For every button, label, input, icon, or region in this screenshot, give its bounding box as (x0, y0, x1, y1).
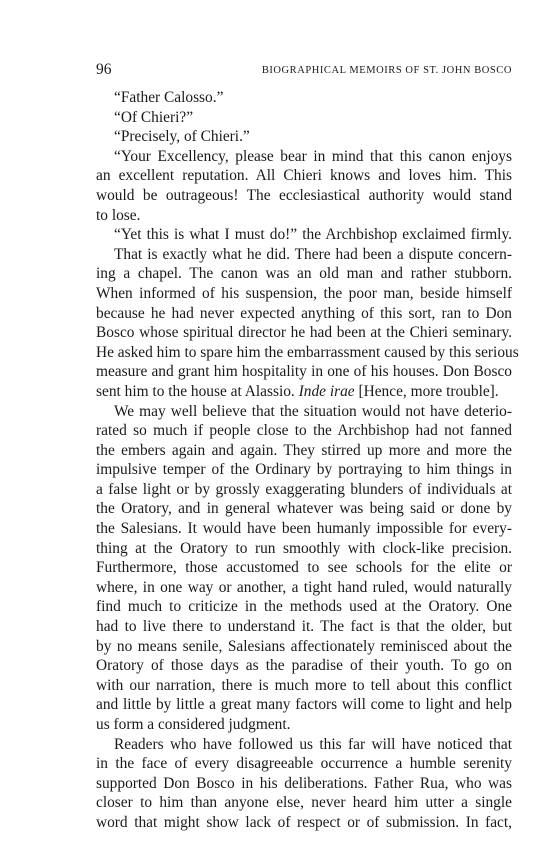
text-line (96, 617, 512, 637)
text-line-content: the Salesians. It would have been humanly impossible for every- (96, 520, 512, 538)
text-line (96, 441, 512, 461)
text-line-content: the Oratory, and in general whatever was being said or done by (96, 500, 512, 518)
text-line-content: and little by little a great many factors will come to light and help (96, 696, 512, 714)
text-line (96, 127, 512, 147)
text-line (96, 245, 512, 265)
text-line-content: the embers again and again. They stirred up more and more the (96, 441, 512, 459)
text-line-content: us form a considered judgment. (96, 716, 291, 733)
text-line (96, 695, 512, 715)
text-line-content: “Father Calosso.” (114, 89, 224, 106)
page-header (96, 60, 512, 80)
text-line (96, 166, 512, 186)
page-number: 96 (96, 61, 112, 78)
text-line-content: thing at the Oratory to run smoothly with clock-like precision. (96, 539, 512, 557)
text-line (96, 676, 512, 696)
text-line (96, 735, 512, 755)
text-line (96, 637, 512, 657)
text-line (96, 558, 512, 578)
text-line (96, 460, 512, 480)
text-line-content: supported Don Bosco in his deliberations. Father Rua, who was (96, 774, 512, 792)
text-line (96, 362, 512, 382)
running-title: BIOGRAPHICAL MEMOIRS OF ST. JOHN BOSCO (261, 65, 512, 76)
text-line-content: a false light or by grossly exaggerating blunders of individuals at (96, 480, 512, 498)
text-line (96, 108, 512, 128)
text-line-content: Bosco whose spiritual director he had been at the Chieri seminary. (96, 324, 512, 342)
text-line (96, 774, 512, 794)
text-line-content: because he had never expected anything of this sort, ran to Don (96, 304, 512, 322)
text-line (96, 421, 512, 441)
text-line-content: Readers who have followed us this far will have noticed that (114, 735, 512, 753)
text-line (96, 206, 512, 226)
text-line (96, 323, 512, 343)
text-line (96, 284, 512, 304)
text-line-content: word that might show lack of respect or of submission. In fact, (96, 813, 512, 831)
text-line-content: rated so much if people close to the Archbishop had not fanned (96, 422, 512, 440)
text-line-content: closer to him than anyone else, never heard him utter a single (96, 794, 512, 812)
text-line (96, 186, 512, 206)
text-line-content: Oratory of those days as the paradise of their youth. To go on (96, 657, 512, 675)
text-line (96, 147, 512, 167)
text-line-content: When informed of his suspension, the poor man, beside himself (96, 284, 512, 302)
text-line (96, 499, 512, 519)
text-line-content: where, in one way or another, a tight hand ruled, would naturally (96, 578, 512, 596)
body-text (96, 88, 519, 833)
italic-phrase: Inde irae (298, 382, 355, 400)
text-line-content: Furthermore, those accustomed to see schools for the elite or (96, 559, 512, 577)
text-line-content: He asked him to spare him the embarrassment caused by this serious (96, 343, 519, 361)
text-line-content: measure and grant him hospitality in one of his houses. Don Bosco (96, 363, 512, 381)
text-line-content: in the face of every disagreeable occurrence a humble serenity (96, 755, 512, 773)
text-line (96, 264, 512, 284)
text-line (96, 813, 512, 833)
text-line-content: “Yet this is what I must do!” the Archbishop exclaimed firmly. (114, 226, 512, 244)
text-line (96, 578, 512, 598)
text-line (96, 715, 512, 735)
text-line (96, 597, 512, 617)
text-line (96, 382, 512, 402)
text-line-content: with our narration, there is much more to tell about this conflict (96, 676, 512, 694)
text-line-content: impulsive temper of the Ordinary by portraying to him things in (96, 461, 512, 479)
text-line-content: ing a chapel. The canon was an old man and rather stubborn. (96, 265, 512, 283)
text-line-content: would be outrageous! The ecclesiastical authority would stand (96, 186, 512, 204)
text-line-content: find much to criticize in the methods used at the Oratory. One (96, 598, 512, 616)
text-line-content: “Of Chieri?” (114, 108, 194, 126)
text-line-content: We may well believe that the situation would not have deterio- (114, 402, 512, 420)
text-line-content: to lose. (96, 206, 141, 224)
text-line-content: “Precisely, of Chieri.” (114, 128, 250, 146)
text-line-content: sent him to the house at Alassio. (96, 382, 295, 400)
text-line (96, 402, 512, 422)
text-line (96, 519, 512, 539)
text-line (96, 480, 512, 500)
text-line-content: “Your Excellency, please bear in mind that this canon enjoys (114, 147, 512, 165)
text-line-content: That is exactly what he did. There had been a dispute concern- (114, 245, 512, 263)
text-line-continuation: [Hence, more trouble]. (354, 382, 499, 400)
text-line-content: an excellent reputation. All Chieri knows and loves him. This (96, 167, 512, 185)
text-line-content: by no means senile, Salesians affectionately reminisced about the (96, 637, 512, 655)
text-line (96, 225, 512, 245)
text-line (96, 304, 512, 324)
text-line (96, 754, 512, 774)
text-line (96, 88, 512, 108)
text-line (96, 539, 512, 559)
text-line (96, 793, 512, 813)
text-line-content: had to live there to understand it. The fact is that the older, but (96, 618, 512, 636)
text-line (96, 343, 519, 363)
text-line (96, 656, 512, 676)
